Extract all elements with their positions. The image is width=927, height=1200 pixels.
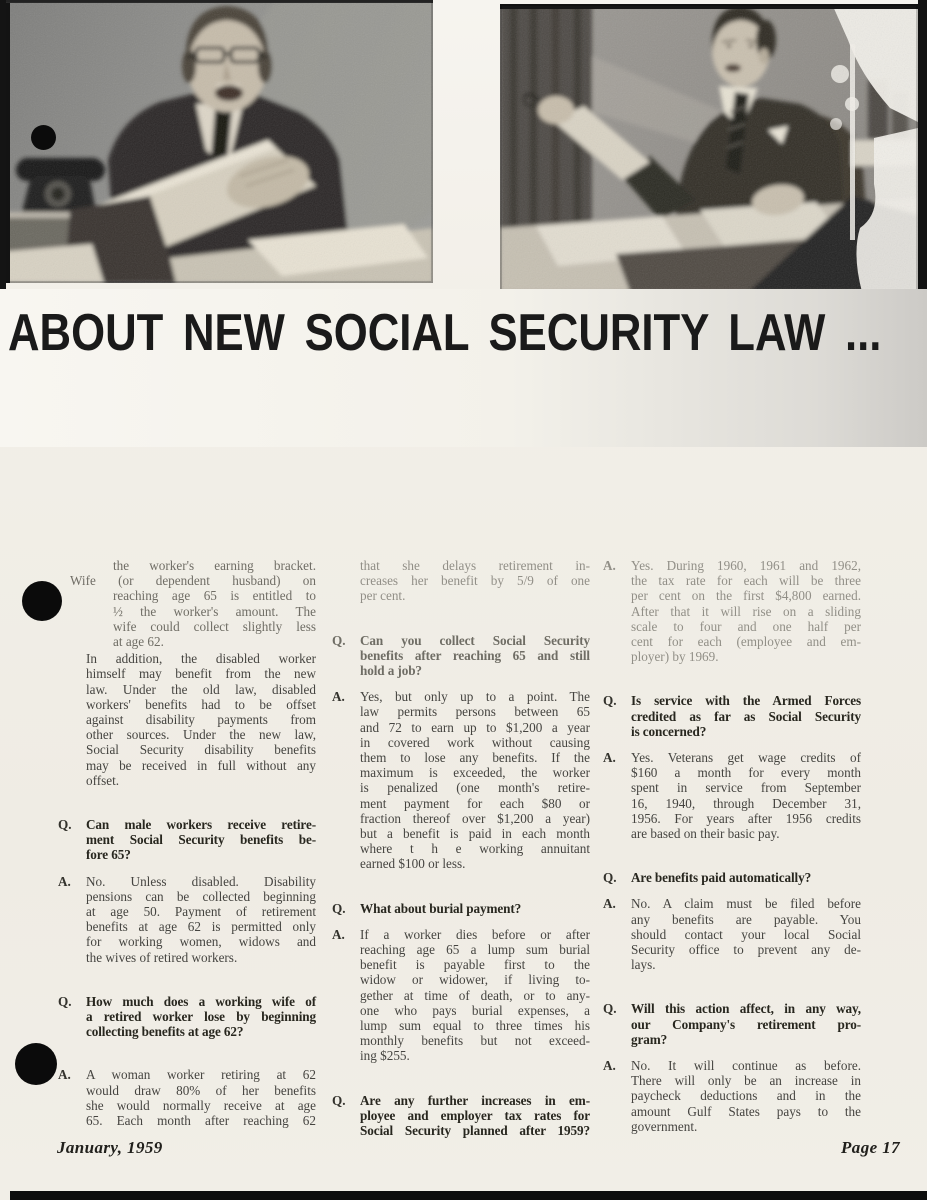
text-line: Security office to prevent any de- — [631, 942, 861, 958]
text-line: cent for each (employee and em- — [631, 634, 861, 650]
qa-marker: Q. — [332, 1092, 346, 1108]
text-line: should contact your local Social — [631, 926, 861, 942]
text-line: lump sum equal to three times his — [360, 1018, 590, 1034]
block-text — [631, 750, 861, 841]
answer-block — [58, 1067, 316, 1128]
page-right-scan-edge — [918, 0, 927, 294]
scan-bottom-edge — [10, 1191, 927, 1200]
block-text — [631, 1001, 861, 1047]
text-line: fore 65? — [86, 847, 131, 863]
qa-marker: A. — [603, 1058, 616, 1074]
text-line: How much does a working wife of — [86, 993, 316, 1009]
block-text — [360, 689, 590, 871]
text-line: Yes. During 1960, 1961 and 1962, — [631, 558, 861, 573]
text-line: benefit is payable first to the — [360, 957, 590, 973]
text-line: What about burial payment? — [360, 900, 522, 916]
answer-block — [58, 874, 316, 965]
text-line: widow or widower, if living to- — [360, 972, 590, 988]
text-line: Can male workers receive retire- — [86, 817, 316, 833]
block-text — [86, 994, 316, 1040]
text-line: credited as far as Social Security — [631, 708, 861, 724]
text-line: ployee and employer tax rates for — [360, 1107, 590, 1123]
qa-marker: A. — [603, 750, 616, 766]
text-line: at age 62. — [113, 634, 164, 650]
text-line: Yes, but only up to a point. The — [360, 689, 590, 705]
text-line: 1956. For years after 1956 credits — [631, 810, 861, 826]
page-headline: ABOUT NEW SOCIAL SECURITY LAW ... — [8, 304, 882, 362]
text-line: In addition, the disabled worker — [86, 651, 316, 667]
text-line: where t h e working annuitant — [360, 841, 590, 857]
text-line: 16, 1940, through December 31, — [631, 795, 861, 811]
block-text — [631, 693, 861, 739]
text-line: $160 a month for every month — [631, 765, 861, 781]
question-block — [332, 1093, 590, 1139]
qa-marker: A. — [332, 689, 345, 705]
text-line: Wife (or dependent husband) on — [70, 573, 316, 589]
text-line: monthly benefits but not exceed- — [360, 1033, 590, 1049]
answer-block — [332, 689, 590, 871]
qa-marker: Q. — [58, 993, 72, 1009]
text-line: law. Under the old law, disabled — [86, 681, 316, 697]
text-line: Social Security planned after 1959? — [360, 1123, 590, 1139]
text-line: that she delays retirement in- — [360, 558, 590, 573]
text-line: may be received in full without any — [86, 757, 316, 773]
text-line: reaching age 65 is entitled to — [113, 588, 316, 604]
text-line: for working women, widows and — [86, 934, 316, 950]
text-line: Can you collect Social Security — [360, 632, 590, 648]
answer-block — [603, 558, 861, 664]
question-block — [603, 1001, 861, 1047]
text-line: Will this action affect, in any way, — [631, 1001, 861, 1017]
block-text — [631, 558, 861, 664]
text-line: fraction thereof over $1,200 a year) — [360, 810, 590, 826]
text-line: hold a job? — [360, 663, 422, 679]
text-line: amount Gulf States pays to the — [631, 1103, 861, 1119]
text-line: benefits at age 62 is permitted only — [86, 919, 316, 935]
text-line: ing $255. — [360, 1048, 410, 1064]
text-line: she would normally receive at age — [86, 1097, 316, 1113]
photo-man-laughing — [0, 0, 433, 283]
text-line: any benefits are payable. You — [631, 911, 861, 927]
text-line: A woman worker retiring at 62 — [86, 1067, 316, 1083]
text-line: pensions can be collected beginning — [86, 888, 316, 904]
footer-date: January, 1959 — [57, 1138, 163, 1157]
text-line: a retired worker lose by beginning — [86, 1009, 316, 1025]
paragraph-block — [58, 651, 316, 788]
punch-hole — [15, 1043, 57, 1085]
text-line: himself may benefit from the new — [86, 666, 316, 682]
text-line: but a benefit is paid in each month — [360, 826, 590, 842]
text-line: and 72 to earn up to $1,200 a year — [360, 719, 590, 735]
text-line: the tax rate for each will be three — [631, 573, 861, 589]
text-line: Social Security disability benefits — [86, 742, 316, 758]
block-text — [360, 633, 590, 679]
text-line: ment payment for each $80 or — [360, 795, 590, 811]
text-line: paycheck deductions and in the — [631, 1088, 861, 1104]
text-line: in covered work without causing — [360, 734, 590, 750]
text-line: No. Unless disabled. Disability — [86, 873, 316, 889]
text-line: No. It will continue as before. — [631, 1058, 861, 1074]
text-line: No. A claim must be filed before — [631, 896, 861, 912]
punch-hole — [31, 125, 56, 150]
text-line: offset. — [86, 772, 120, 788]
qa-marker: A. — [58, 1067, 71, 1083]
block-text — [631, 896, 861, 972]
punch-hole — [22, 581, 62, 621]
paragraph-block — [58, 558, 316, 649]
answer-block — [603, 750, 861, 841]
text-line: Yes. Veterans get wage credits of — [631, 750, 861, 766]
qa-marker: A. — [58, 873, 71, 889]
text-line: Are benefits paid automatically? — [631, 870, 812, 886]
text-line: earned $100 or less. — [360, 856, 466, 872]
text-line: one who pays burial expenses, a — [360, 1002, 590, 1018]
text-line: the worker's earning bracket. — [113, 558, 316, 573]
text-line: government. — [631, 1118, 698, 1134]
block-text — [631, 870, 861, 885]
text-line: per cent on the first $4,800 earned. — [631, 588, 861, 604]
headline-band — [0, 289, 927, 447]
text-line: other sources. Under the new law, — [86, 727, 316, 743]
qa-marker: Q. — [603, 693, 617, 709]
text-line: Are any further increases in em- — [360, 1092, 590, 1108]
text-line: them to lose any benefits. If the — [360, 750, 590, 766]
text-line: is penalized (one month's retire- — [360, 780, 590, 796]
text-line: our Company's retirement pro- — [631, 1016, 861, 1032]
text-line: wife could collect slightly less — [113, 618, 316, 634]
qa-marker: A. — [603, 896, 616, 912]
text-line: After that it will rise on a sliding — [631, 603, 861, 619]
text-line: per cent. — [360, 588, 406, 604]
qa-marker: Q. — [58, 817, 72, 833]
text-line: If a worker dies before or after — [360, 926, 590, 942]
text-line: benefits after reaching 65 and still — [360, 647, 590, 663]
question-block — [603, 693, 861, 739]
text-line: ½ the worker's amount. The — [113, 603, 316, 619]
text-line: scale to four and one half per — [631, 618, 861, 634]
question-block — [332, 901, 590, 916]
text-line: workers' benefits had to be offset — [86, 696, 316, 712]
block-text — [86, 874, 316, 965]
answer-block — [603, 896, 861, 972]
text-line: gram? — [631, 1031, 668, 1047]
text-line: Is service with the Armed Forces — [631, 693, 861, 709]
block-text — [70, 558, 316, 650]
text-line: the wives of retired workers. — [86, 949, 238, 965]
qa-marker: Q. — [603, 870, 617, 886]
text-column-2 — [332, 558, 590, 1138]
text-line: would draw 80% of her benefits — [86, 1082, 316, 1098]
text-line: reaching age 65 a lump sum burial — [360, 942, 590, 958]
block-text — [360, 901, 590, 916]
qa-marker: Q. — [332, 632, 346, 648]
qa-marker: Q. — [603, 1001, 617, 1017]
text-line: against disability payments from — [86, 712, 316, 728]
qa-marker: Q. — [332, 900, 346, 916]
text-line: spent in service from September — [631, 780, 861, 796]
text-column-1 — [58, 558, 316, 1128]
footer-page-number: Page 17 — [841, 1138, 900, 1157]
text-line: ployer) by 1969. — [631, 649, 719, 665]
answer-block — [332, 927, 590, 1064]
block-text — [631, 1058, 861, 1134]
text-line: ment Social Security benefits be- — [86, 832, 316, 848]
text-line: creases her benefit by 5/9 of one — [360, 573, 590, 589]
question-block — [603, 870, 861, 885]
qa-marker: A. — [603, 558, 616, 573]
text-line: is concerned? — [631, 723, 707, 739]
text-line: gether at time of death, or to any- — [360, 987, 590, 1003]
block-text — [360, 558, 590, 604]
text-line: maximum is exceeded, the worker — [360, 765, 590, 781]
text-column-3 — [603, 558, 861, 1134]
paragraph-block — [332, 558, 590, 604]
text-line: are based on their basic pay. — [631, 826, 780, 842]
block-text — [86, 651, 316, 788]
text-line: lays. — [631, 957, 656, 973]
block-text — [360, 927, 590, 1064]
question-block — [58, 994, 316, 1040]
text-line: collecting benefits at age 62? — [86, 1024, 244, 1040]
text-line: at age 50. Payment of retirement — [86, 904, 316, 920]
text-line: 65. Each month after reaching 62 — [86, 1113, 316, 1129]
block-text — [86, 1067, 316, 1128]
question-block — [58, 817, 316, 863]
text-line: There will only be an increase in — [631, 1073, 861, 1089]
block-text — [86, 817, 316, 863]
qa-marker: A. — [332, 926, 345, 942]
answer-block — [603, 1058, 861, 1134]
block-text — [360, 1093, 590, 1139]
text-line: law permits persons between 65 — [360, 704, 590, 720]
photo-man-seated-desk — [500, 4, 918, 292]
question-block — [332, 633, 590, 679]
